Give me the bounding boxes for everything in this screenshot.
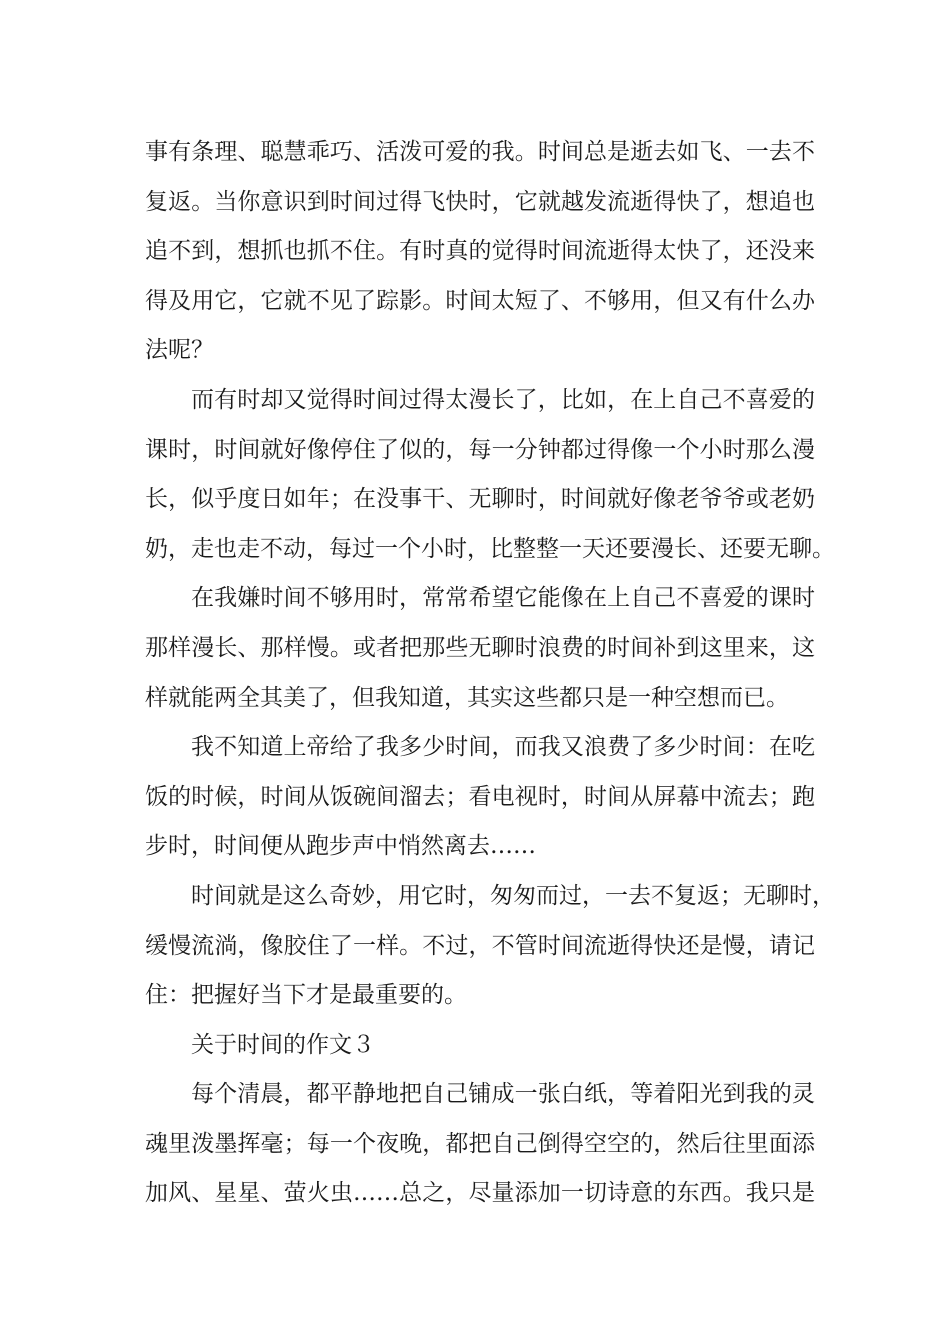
paragraph <box>145 723 815 872</box>
paragraph <box>145 1070 815 1219</box>
paragraph <box>145 128 815 376</box>
text-line: 而有时却又觉得时间过得太漫长了，比如，在上自己不喜爱的 <box>191 386 815 413</box>
text-line: 奶，走也走不动，每过一个小时，比整整一天还要漫长、还要无聊。 <box>145 535 835 562</box>
text-line: 加风、星星、萤火虫……总之，尽量添加一切诗意的东西。我只是 <box>145 1180 815 1207</box>
text-line: 样就能两全其美了，但我知道，其实这些都只是一种空想而已。 <box>145 684 789 711</box>
text-line: 追不到，想抓也抓不住。有时真的觉得时间流逝得太快了，还没来 <box>145 238 815 265</box>
text-line: 在我嫌时间不够用时，常常希望它能像在上自己不喜爱的课时 <box>191 585 815 612</box>
text-line: 住：把握好当下才是最重要的。 <box>145 982 467 1009</box>
text-line: 长，似乎度日如年；在没事干、无聊时，时间就好像老爷爷或老奶 <box>145 486 815 513</box>
text-line: 课时，时间就好像停住了似的，每一分钟都过得像一个小时那么漫 <box>145 436 815 463</box>
paragraph <box>145 376 835 574</box>
section-heading <box>145 1021 815 1071</box>
text-line: 我不知道上帝给了我多少时间，而我又浪费了多少时间：在吃 <box>191 734 815 761</box>
text-line: 饭的时候，时间从饭碗间溜去；看电视时，时间从屏幕中流去；跑 <box>145 783 815 810</box>
document-body <box>145 128 835 1219</box>
text-line: 步时，时间便从跑步声中悄然离去…… <box>145 833 536 860</box>
paragraph <box>145 574 815 723</box>
paragraph <box>145 872 835 1021</box>
text-line: 复返。当你意识到时间过得飞快时，它就越发流逝得快了，想追也 <box>145 188 815 215</box>
text-line: 时间就是这么奇妙，用它时，匆匆而过，一去不复返；无聊时， <box>191 882 835 909</box>
text-line: 每个清晨，都平静地把自己铺成一张白纸，等着阳光到我的灵 <box>191 1081 815 1108</box>
text-line: 缓慢流淌，像胶住了一样。不过，不管时间流逝得快还是慢，请记 <box>145 932 815 959</box>
text-line: 得及用它，它就不见了踪影。时间太短了、不够用，但又有什么办 <box>145 287 815 314</box>
heading-text: 关于时间的作文３ <box>191 1031 375 1058</box>
text-line: 魂里泼墨挥毫；每一个夜晚，都把自己倒得空空的，然后往里面添 <box>145 1130 815 1157</box>
text-line: 法呢？ <box>145 337 214 364</box>
text-line: 那样漫长、那样慢。或者把那些无聊时浪费的时间补到这里来，这 <box>145 634 815 661</box>
text-line: 事有条理、聪慧乖巧、活泼可爱的我。时间总是逝去如飞、一去不 <box>145 139 815 165</box>
